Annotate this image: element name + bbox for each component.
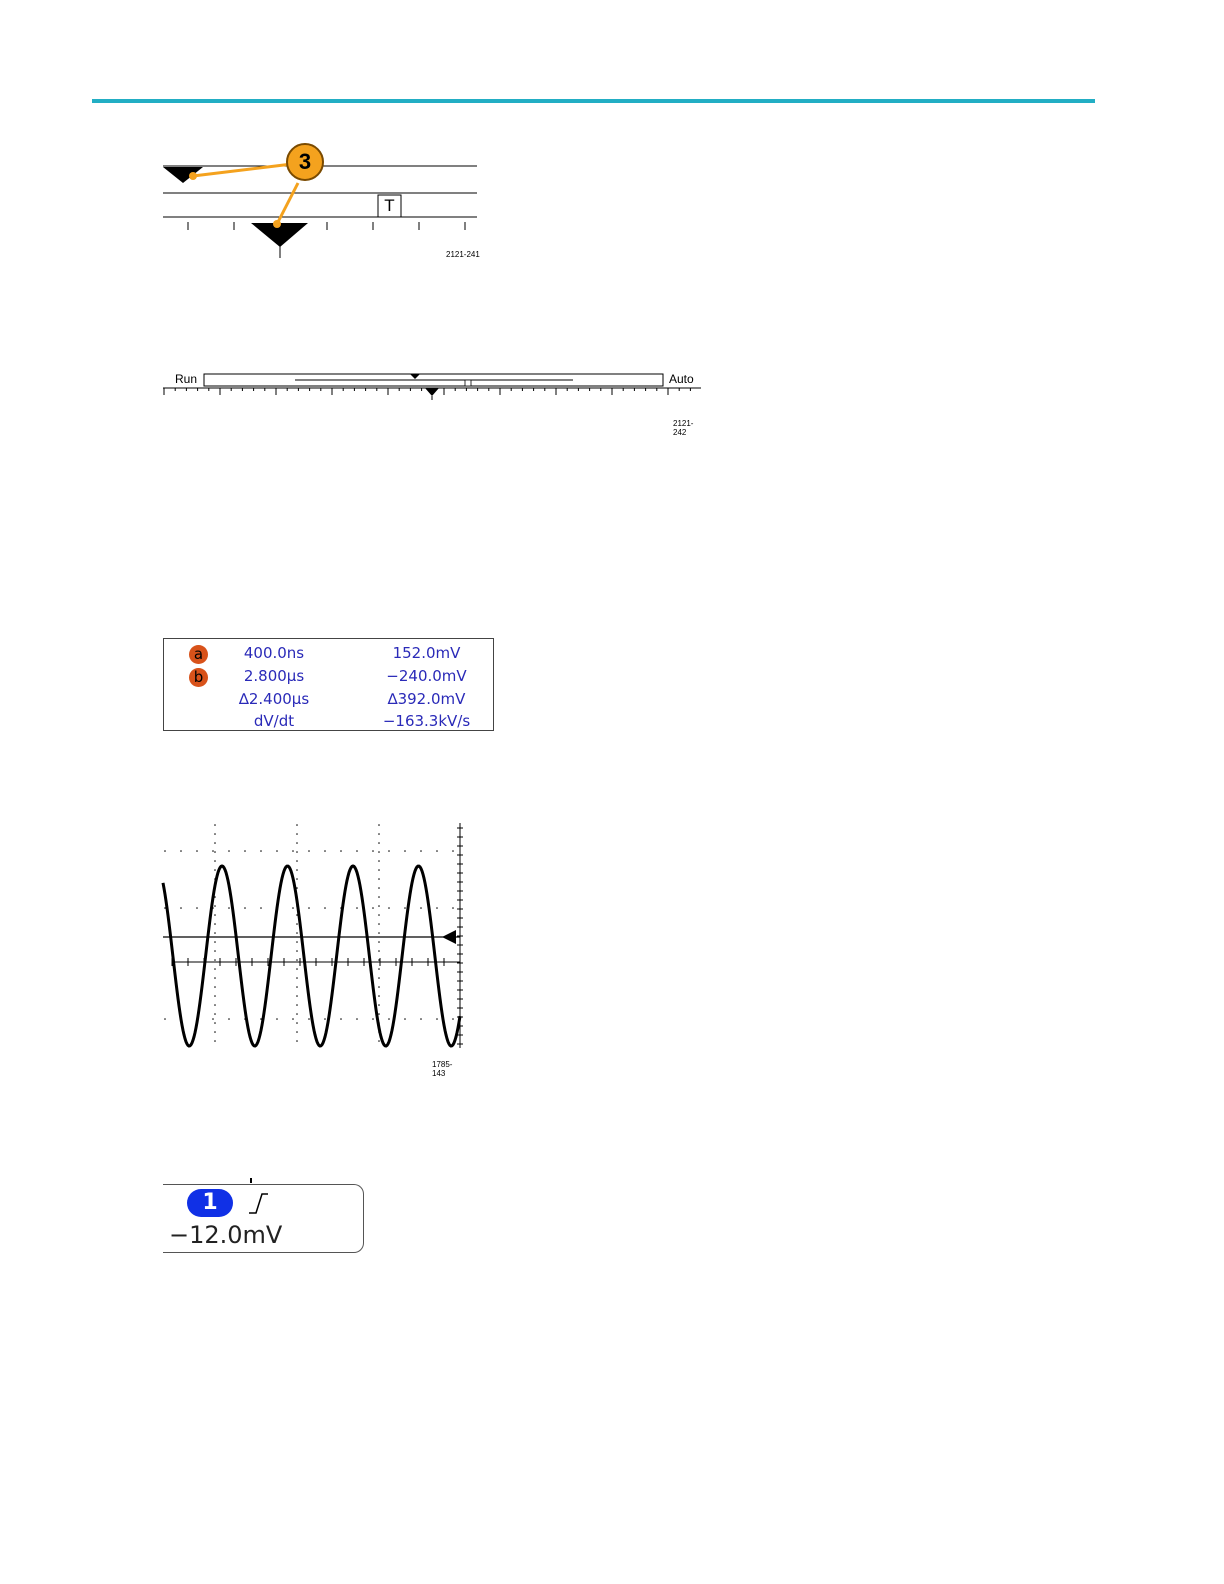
graticule-dot [388,850,390,852]
graticule-dot [308,1018,310,1020]
graticule-dot [244,850,246,852]
graticule-dot [308,850,310,852]
graticule-dot [214,842,216,844]
graticule-dot [378,878,380,880]
callout-number: 3 [286,143,324,181]
trigger-marker-small [465,380,471,386]
graticule-dot [214,941,216,943]
run-status-label: Run [175,372,198,386]
graticule-dot [378,1040,380,1042]
graticule-dot [296,959,298,961]
graticule-dot [296,932,298,934]
slope-value: −163.3kV/s [382,712,471,730]
graticule-dot [372,907,374,909]
graticule-dot [378,914,380,916]
graticule-dot [378,896,380,898]
graticule-dot [340,850,342,852]
graticule-dot [378,1004,380,1006]
graticule-dot [276,850,278,852]
figure-id: 1785-143 [432,1060,453,1078]
graticule-dot [296,1040,298,1042]
record-view-figure [160,366,705,436]
graticule-dot [214,1013,216,1015]
channel-badge: 1 [187,1189,233,1217]
graticule-dot [404,850,406,852]
trigger-position-icon [425,388,439,396]
delta-time: ∆2.400µs [238,690,310,708]
graticule-dot [214,977,216,979]
cursor-a-badge: a [189,645,208,664]
graticule-dot [296,824,298,826]
trigger-level-value: −12.0mV [169,1221,283,1249]
graticule-dot [378,824,380,826]
graticule-dot [214,932,216,934]
graticule-dot [296,977,298,979]
graticule-dot [296,1013,298,1015]
graticule-dot [212,1018,214,1020]
graticule-dot [378,1013,380,1015]
graticule-dot [308,907,310,909]
graticule-dot [404,1018,406,1020]
graticule-dot [296,995,298,997]
signal-trace [163,866,460,1046]
graticule-dot [260,907,262,909]
tick-mark [250,1178,252,1183]
graticule-dot [378,995,380,997]
delta-voltage: ∆392.0mV [387,690,466,708]
figure-id: 2121-241 [446,250,480,259]
trigger-mode-label: Auto [669,372,694,386]
trigger-marker-label: T [384,196,395,215]
graticule-dot [180,850,182,852]
graticule-dot [372,850,374,852]
graticule-dot [214,1040,216,1042]
trigger-position-figure [160,138,490,268]
readout-row-delta [164,687,493,709]
graticule-dot [228,850,230,852]
graticule-dot [296,842,298,844]
cursor-a-voltage: 152.0mV [392,644,461,662]
readout-row-slope [164,709,493,731]
graticule-dot [296,968,298,970]
graticule-dot [378,851,380,853]
graticule-dot [214,968,216,970]
waveform-figure [160,820,465,1078]
graticule-dot [214,950,216,952]
cursor-a-time: 400.0ns [243,644,305,662]
graticule-dot [436,907,438,909]
graticule-dot [296,833,298,835]
graticule-dot [378,842,380,844]
graticule-dot [388,1018,390,1020]
graticule-dot [378,860,380,862]
graticule-dot [356,850,358,852]
cursor-b-badge: b [189,668,208,687]
graticule-dot [260,850,262,852]
graticule-dot [214,824,216,826]
graticule-dot [372,1018,374,1020]
graticule-dot [214,914,216,916]
cursor-b-voltage: −240.0mV [386,667,467,685]
graticule-dot [296,986,298,988]
cursor-b-time: 2.800µs [243,667,305,685]
trigger-level-icon [442,930,456,944]
graticule-dot [212,850,214,852]
graticule-dot [292,850,294,852]
graticule-dot [378,833,380,835]
graticule-dot [378,887,380,889]
graticule-dot [296,1022,298,1024]
cursor-readout [163,638,494,731]
trigger-position-diagram [160,138,490,268]
graticule-dot [378,968,380,970]
graticule-dot [378,977,380,979]
graticule-dot [214,1031,216,1033]
graticule-dot [436,850,438,852]
graticule-dot [296,1004,298,1006]
graticule-dot [214,1004,216,1006]
graticule-dot [292,907,294,909]
record-view-diagram [160,366,705,416]
graticule-dot [292,1018,294,1020]
graticule-dot [356,1018,358,1020]
graticule-dot [388,907,390,909]
tick-marks [188,222,465,258]
slope-label: dV/dt [253,712,295,730]
graticule-dot [378,869,380,871]
graticule-dot [340,1018,342,1020]
graticule-dot [296,878,298,880]
graticule-dot [378,941,380,943]
graticule-dot [180,907,182,909]
figure-id: 2121-242 [673,419,694,437]
trigger-readout [163,1184,364,1253]
graticule-dot [378,905,380,907]
graticule-dot [420,907,422,909]
graticule-dot [452,850,454,852]
graticule-dot [296,869,298,871]
graticule-dot [296,851,298,853]
graticule-dot [324,850,326,852]
graticule-dot [214,923,216,925]
graticule-dot [214,986,216,988]
graticule-dot [378,932,380,934]
graticule-dot [296,950,298,952]
graticule-dot [378,950,380,952]
graticule-dot [214,1022,216,1024]
graticule-dot [452,907,454,909]
graticule-dot [324,1018,326,1020]
graticule-dot [228,1018,230,1020]
graticule-dot [214,959,216,961]
graticule-dot [214,833,216,835]
graticule-dot [452,1018,454,1020]
graticule-dot [404,907,406,909]
graticule-dot [214,905,216,907]
graticule-dot [420,1018,422,1020]
graticule-dot [164,1018,166,1020]
graticule-dot [296,941,298,943]
graticule-dot [378,986,380,988]
graticule-dot [214,995,216,997]
graticule-dot [356,907,358,909]
graticule-dot [196,907,198,909]
graticule-dot [296,860,298,862]
graticule-dot [196,850,198,852]
graticule-dot [164,850,166,852]
header-rule [92,99,1095,103]
graticule-dot [276,1018,278,1020]
readout-row-b [164,664,493,686]
graticule-dot [244,907,246,909]
graticule-dot [378,923,380,925]
graticule-dot [228,907,230,909]
graticule-dot [420,850,422,852]
graticule-dot [436,1018,438,1020]
graticule-dot [296,923,298,925]
graticule-dot [324,907,326,909]
graticule-dot [214,851,216,853]
graticule-dot [296,1031,298,1033]
graticule-dot [214,869,216,871]
readout-row-a [164,641,493,663]
rising-edge-icon [247,1191,269,1215]
waveform-display [160,820,465,1055]
graticule-dot [214,860,216,862]
